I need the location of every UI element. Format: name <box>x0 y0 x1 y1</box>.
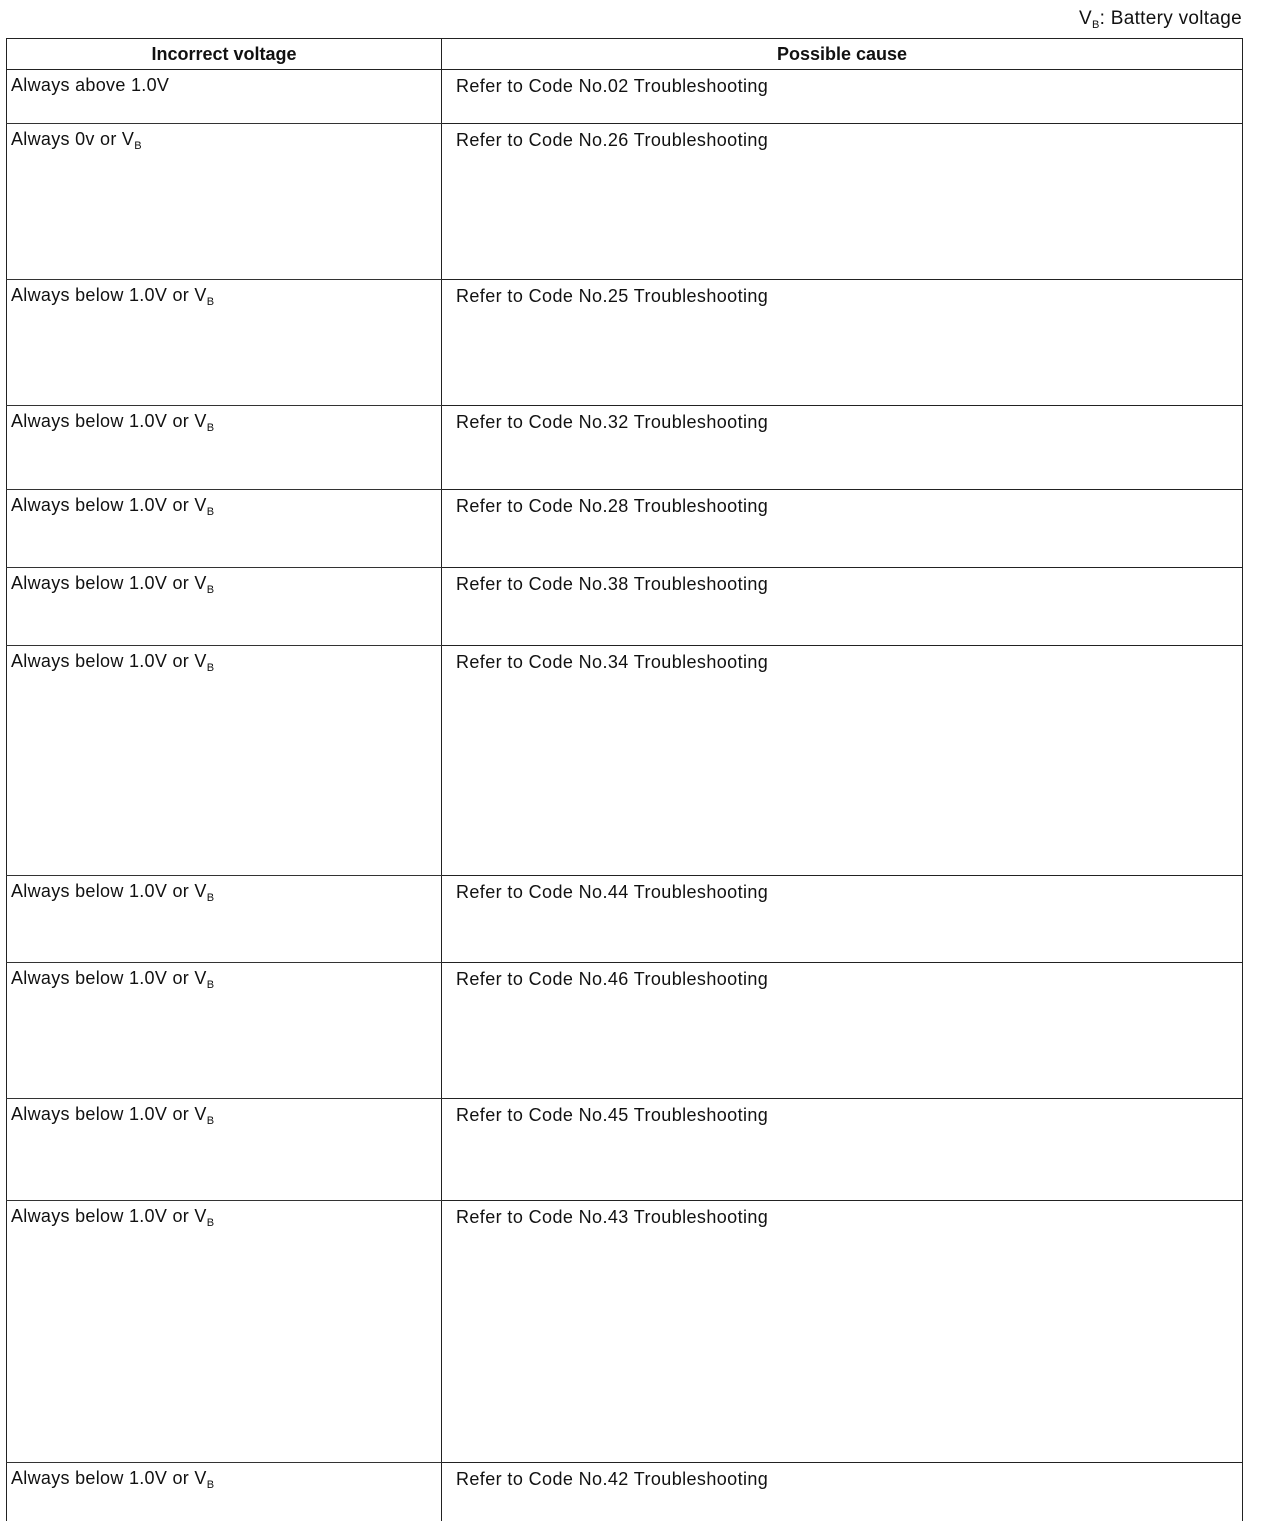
cause-text: Refer to Code No.44 Troubleshooting <box>456 882 769 902</box>
voltage-text: Always below 1.0V or V <box>11 285 207 305</box>
table-row <box>7 70 1243 124</box>
cause-text: Refer to Code No.26 Troubleshooting <box>456 130 769 150</box>
incorrect-voltage-cell <box>7 876 442 963</box>
table-row <box>7 124 1243 280</box>
incorrect-voltage-cell <box>7 646 442 876</box>
note-symbol: V <box>1078 8 1092 29</box>
incorrect-voltage-cell <box>7 1201 442 1463</box>
cause-text: Refer to Code No.28 Troubleshooting <box>456 496 769 516</box>
voltage-subscript: B <box>134 140 142 152</box>
voltage-subscript: B <box>206 662 215 674</box>
voltage-text: Always below 1.0V or V <box>11 651 207 671</box>
voltage-subscript: B <box>206 1479 215 1491</box>
voltage-subscript: B <box>206 422 215 434</box>
voltage-text: Always below 1.0V or V <box>11 1206 207 1226</box>
possible-cause-cell <box>442 124 1243 280</box>
voltage-text: Always 0v or V <box>11 129 135 149</box>
header-possible-cause: Possible cause <box>442 39 1243 70</box>
voltage-subscript: B <box>206 506 215 518</box>
voltage-troubleshooting-table <box>6 38 1243 1521</box>
incorrect-voltage-cell <box>7 1463 442 1521</box>
voltage-text: Always below 1.0V or V <box>11 411 207 431</box>
possible-cause-cell <box>442 70 1243 124</box>
possible-cause-cell <box>442 280 1243 406</box>
table-row <box>7 646 1243 876</box>
voltage-text: Always below 1.0V or V <box>11 881 207 901</box>
cause-text: Refer to Code No.45 Troubleshooting <box>456 1105 769 1125</box>
possible-cause-cell <box>442 646 1243 876</box>
voltage-subscript: B <box>206 584 215 596</box>
table-row <box>7 1463 1243 1521</box>
possible-cause-cell <box>442 1463 1243 1521</box>
header-incorrect-voltage: Incorrect voltage <box>7 39 442 70</box>
cause-text: Refer to Code No.02 Troubleshooting <box>456 76 769 96</box>
note-text: : Battery voltage <box>1099 8 1242 29</box>
cause-text: Refer to Code No.34 Troubleshooting <box>456 652 769 672</box>
voltage-subscript: B <box>206 296 215 308</box>
possible-cause-cell <box>442 568 1243 646</box>
note-symbol-subscript: B <box>1091 19 1100 31</box>
table-row <box>7 406 1243 490</box>
possible-cause-cell <box>442 1099 1243 1201</box>
incorrect-voltage-cell <box>7 406 442 490</box>
incorrect-voltage-cell <box>7 963 442 1099</box>
voltage-text: Always below 1.0V or V <box>11 1104 207 1124</box>
possible-cause-cell <box>442 876 1243 963</box>
voltage-text: Always below 1.0V or V <box>11 1468 207 1488</box>
voltage-text: Always below 1.0V or V <box>11 495 207 515</box>
cause-text: Refer to Code No.32 Troubleshooting <box>456 412 769 432</box>
battery-voltage-note <box>1079 8 1242 30</box>
possible-cause-cell <box>442 963 1243 1099</box>
table-row <box>7 280 1243 406</box>
voltage-subscript: B <box>206 892 215 904</box>
incorrect-voltage-cell <box>7 1099 442 1201</box>
table-row <box>7 490 1243 568</box>
possible-cause-cell <box>442 490 1243 568</box>
voltage-text: Always below 1.0V or V <box>11 573 207 593</box>
header-row <box>7 39 1243 70</box>
cause-text: Refer to Code No.46 Troubleshooting <box>456 969 769 989</box>
cause-text: Refer to Code No.25 Troubleshooting <box>456 286 769 306</box>
incorrect-voltage-cell <box>7 568 442 646</box>
voltage-text: Always above 1.0V <box>11 75 170 95</box>
table-row <box>7 568 1243 646</box>
cause-text: Refer to Code No.38 Troubleshooting <box>456 574 769 594</box>
table-row <box>7 1099 1243 1201</box>
cause-text: Refer to Code No.43 Troubleshooting <box>456 1207 769 1227</box>
incorrect-voltage-cell <box>7 280 442 406</box>
table-body <box>7 70 1243 1521</box>
table-row <box>7 1201 1243 1463</box>
voltage-subscript: B <box>206 1115 215 1127</box>
incorrect-voltage-cell <box>7 490 442 568</box>
voltage-subscript: B <box>206 979 215 991</box>
incorrect-voltage-cell <box>7 124 442 280</box>
possible-cause-cell <box>442 1201 1243 1463</box>
incorrect-voltage-cell <box>7 70 442 124</box>
table-row <box>7 876 1243 963</box>
voltage-text: Always below 1.0V or V <box>11 968 207 988</box>
table-row <box>7 963 1243 1099</box>
voltage-subscript: B <box>206 1217 215 1229</box>
cause-text: Refer to Code No.42 Troubleshooting <box>456 1469 769 1489</box>
possible-cause-cell <box>442 406 1243 490</box>
